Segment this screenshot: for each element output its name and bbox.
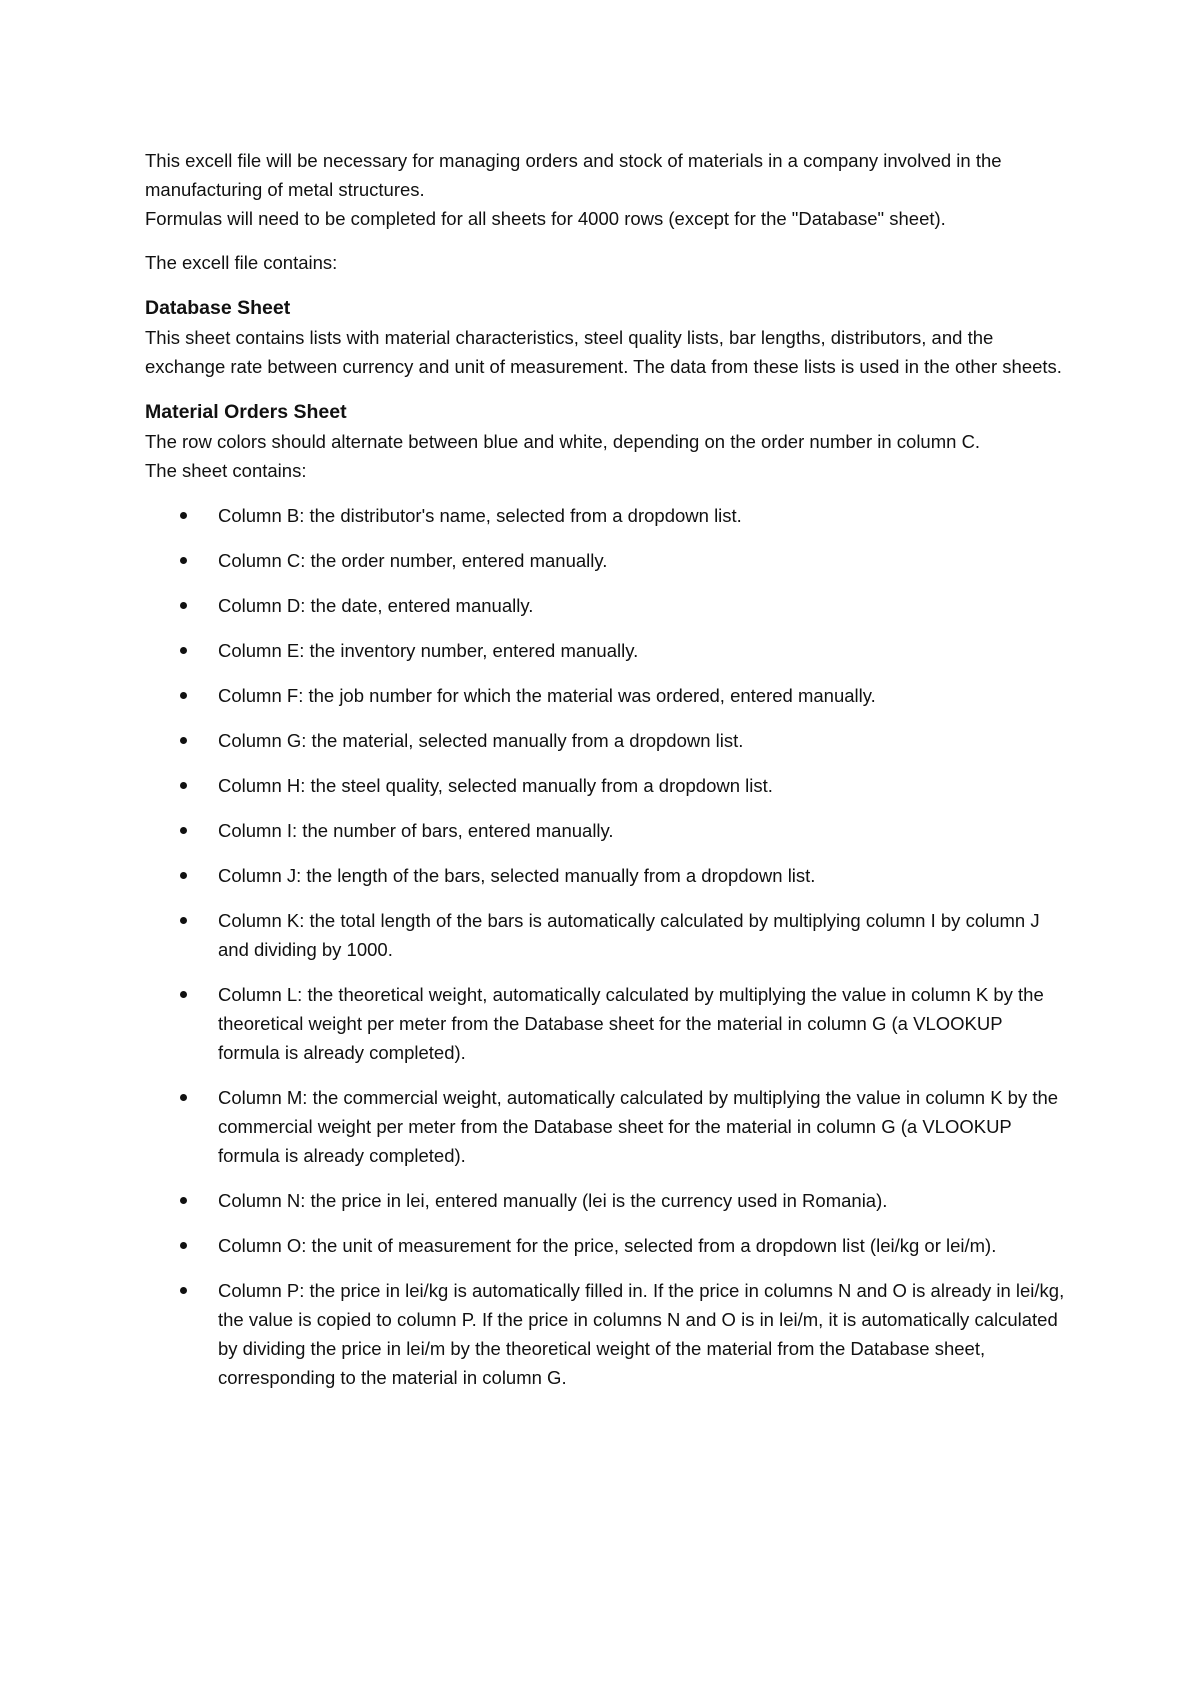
orders-sheet-description: The row colors should alternate between blue and white, depending on the order number in column C. <box>145 431 981 452</box>
list-item: Column E: the inventory number, entered manually. <box>145 636 1065 665</box>
bullet-icon <box>180 1287 187 1294</box>
database-sheet-heading: Database Sheet <box>145 297 291 319</box>
bullet-icon <box>180 872 187 879</box>
orders-sheet-contents-label: The sheet contains: <box>145 460 307 481</box>
bullet-icon <box>180 1197 187 1204</box>
column-list <box>145 501 1065 1392</box>
bullet-icon <box>180 602 187 609</box>
list-item: Column D: the date, entered manually. <box>145 591 1065 620</box>
orders-sheet-heading: Material Orders Sheet <box>145 401 347 423</box>
list-item: Column P: the price in lei/kg is automatically filled in. If the price in columns N and O is already in lei/kg, the value is copied to column P. If the price in columns N and O is in lei/m, it is automatically calculated by dividing the price in lei/m by the theoretical weight of the material from the Database sheet, corresponding to the material in column G. <box>145 1276 1065 1392</box>
bullet-icon <box>180 917 187 924</box>
list-item: Column K: the total length of the bars is automatically calculated by multiplying column I by column J and dividing by 1000. <box>145 906 1065 964</box>
bullet-icon <box>180 737 187 744</box>
bullet-icon <box>180 647 187 654</box>
list-item: Column N: the price in lei, entered manually (lei is the currency used in Romania). <box>145 1186 1065 1215</box>
list-item: Column H: the steel quality, selected manually from a dropdown list. <box>145 771 1065 800</box>
bullet-icon <box>180 782 187 789</box>
bullet-icon <box>180 827 187 834</box>
list-item: Column L: the theoretical weight, automatically calculated by multiplying the value in column K by the theoretical weight per meter from the Database sheet for the material in column G (a VLOOKUP formula is already completed). <box>145 980 1065 1067</box>
intro-paragraph: This excell file will be necessary for managing orders and stock of materials in a company involved in the manufacturing of metal structures. <box>145 150 1002 200</box>
bullet-icon <box>180 692 187 699</box>
bullet-icon <box>180 557 187 564</box>
list-item: Column I: the number of bars, entered manually. <box>145 816 1065 845</box>
database-sheet-description: This sheet contains lists with material characteristics, steel quality lists, bar lengths, distributors, and the exchange rate between currency and unit of measurement. The data from these lists is used in the other sheets. <box>145 327 1062 377</box>
bullet-icon <box>180 1094 187 1101</box>
list-item: Column G: the material, selected manually from a dropdown list. <box>145 726 1065 755</box>
bullet-icon <box>180 991 187 998</box>
list-item: Column O: the unit of measurement for the price, selected from a dropdown list (lei/kg or lei/m). <box>145 1231 1065 1260</box>
document-page <box>145 146 1065 1408</box>
list-item: Column M: the commercial weight, automatically calculated by multiplying the value in column K by the commercial weight per meter from the Database sheet for the material in column G (a VLOOKUP formula is already completed). <box>145 1083 1065 1170</box>
bullet-icon <box>180 512 187 519</box>
list-item: Column J: the length of the bars, selected manually from a dropdown list. <box>145 861 1065 890</box>
list-item: Column F: the job number for which the material was ordered, entered manually. <box>145 681 1065 710</box>
intro-formulas-note: Formulas will need to be completed for all sheets for 4000 rows (except for the "Database" sheet). <box>145 208 946 229</box>
bullet-icon <box>180 1242 187 1249</box>
list-item: Column C: the order number, entered manually. <box>145 546 1065 575</box>
intro-contents-label: The excell file contains: <box>145 252 338 273</box>
list-item: Column B: the distributor's name, selected from a dropdown list. <box>145 501 1065 530</box>
